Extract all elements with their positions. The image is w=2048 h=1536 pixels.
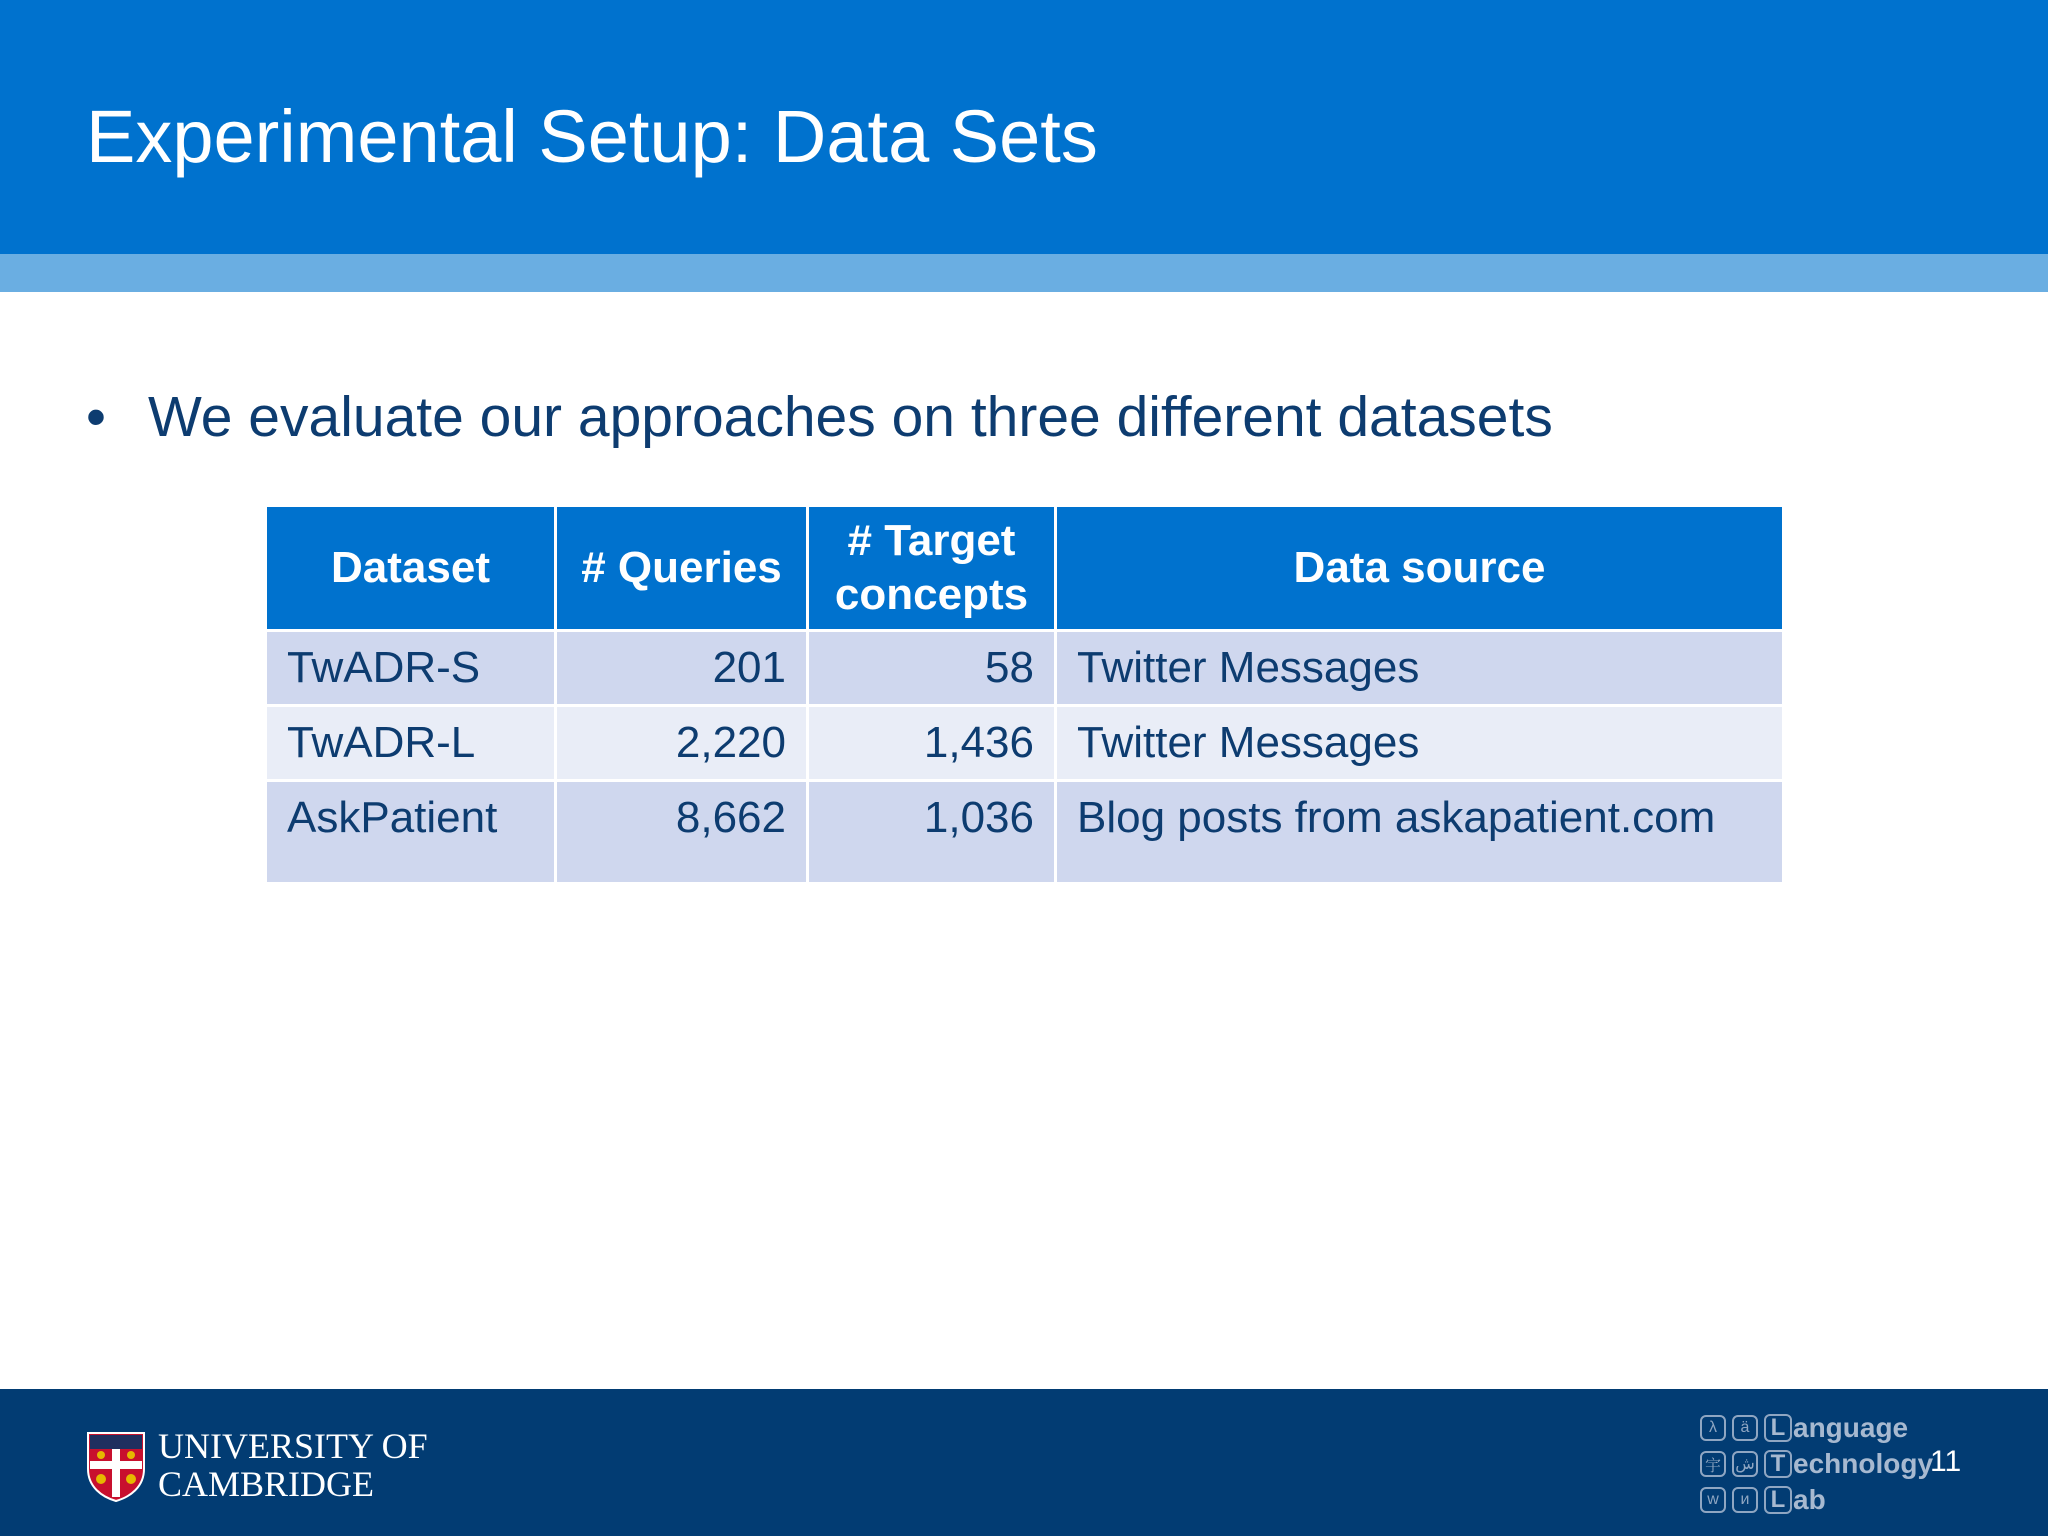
cell-target-concepts: 1,436 xyxy=(808,706,1056,781)
arabic-glyph-icon: ش xyxy=(1732,1451,1758,1477)
slide-footer xyxy=(0,1389,2048,1536)
bullet-marker: • xyxy=(86,385,106,449)
table-row xyxy=(266,706,1784,781)
cell-dataset: TwADR-S xyxy=(266,631,556,706)
cell-target-concepts: 58 xyxy=(808,631,1056,706)
cell-queries: 8,662 xyxy=(556,781,808,884)
slide-header xyxy=(0,0,2048,254)
ltl-letter-t: T xyxy=(1764,1450,1792,1478)
cell-target-concepts: 1,036 xyxy=(808,781,1056,884)
table-row xyxy=(266,781,1784,884)
table-row xyxy=(266,631,1784,706)
datasets-table xyxy=(264,504,1785,885)
cell-data-source: Blog posts from askapatient.com xyxy=(1056,781,1784,884)
cell-data-source: Twitter Messages xyxy=(1056,631,1784,706)
ltl-word-lab: ab xyxy=(1793,1484,1826,1515)
cell-queries: 2,220 xyxy=(556,706,808,781)
ltl-letter-l: L xyxy=(1764,1414,1792,1442)
university-line-1: UNIVERSITY OF xyxy=(158,1426,428,1466)
header-target-concepts: # Target concepts xyxy=(808,506,1056,631)
cell-queries: 201 xyxy=(556,631,808,706)
header-data-source: Data source xyxy=(1056,506,1784,631)
han-glyph-icon: 宇 xyxy=(1700,1451,1726,1477)
a-umlaut-glyph-icon: ä xyxy=(1732,1415,1758,1441)
ltl-row-technology xyxy=(1700,1447,1933,1481)
ltl-row-lab xyxy=(1700,1483,1826,1517)
slide-title: Experimental Setup: Data Sets xyxy=(86,95,1098,178)
header-queries: # Queries xyxy=(556,506,808,631)
cell-data-source: Twitter Messages xyxy=(1056,706,1784,781)
ltl-word-language: anguage xyxy=(1793,1412,1909,1443)
university-line-2: CAMBRIDGE xyxy=(158,1464,375,1504)
university-wordmark xyxy=(158,1427,428,1503)
ltl-letter-l2: L xyxy=(1764,1486,1792,1514)
cambridge-crest-icon xyxy=(86,1431,146,1503)
table-header-row xyxy=(266,506,1784,631)
bullet-text: We evaluate our approaches on three different datasets xyxy=(148,385,1553,449)
cell-dataset: TwADR-L xyxy=(266,706,556,781)
lambda-glyph-icon: λ xyxy=(1700,1415,1726,1441)
cyrillic-glyph-icon: и xyxy=(1732,1487,1758,1513)
ltl-row-language xyxy=(1700,1411,1908,1445)
ltl-word-technology: echnology xyxy=(1793,1448,1934,1479)
w-glyph-icon: w xyxy=(1700,1487,1726,1513)
header-stripe xyxy=(0,254,2048,292)
page-number: 11 xyxy=(1930,1445,1962,1478)
cell-dataset: AskPatient xyxy=(266,781,556,884)
header-dataset: Dataset xyxy=(266,506,556,631)
